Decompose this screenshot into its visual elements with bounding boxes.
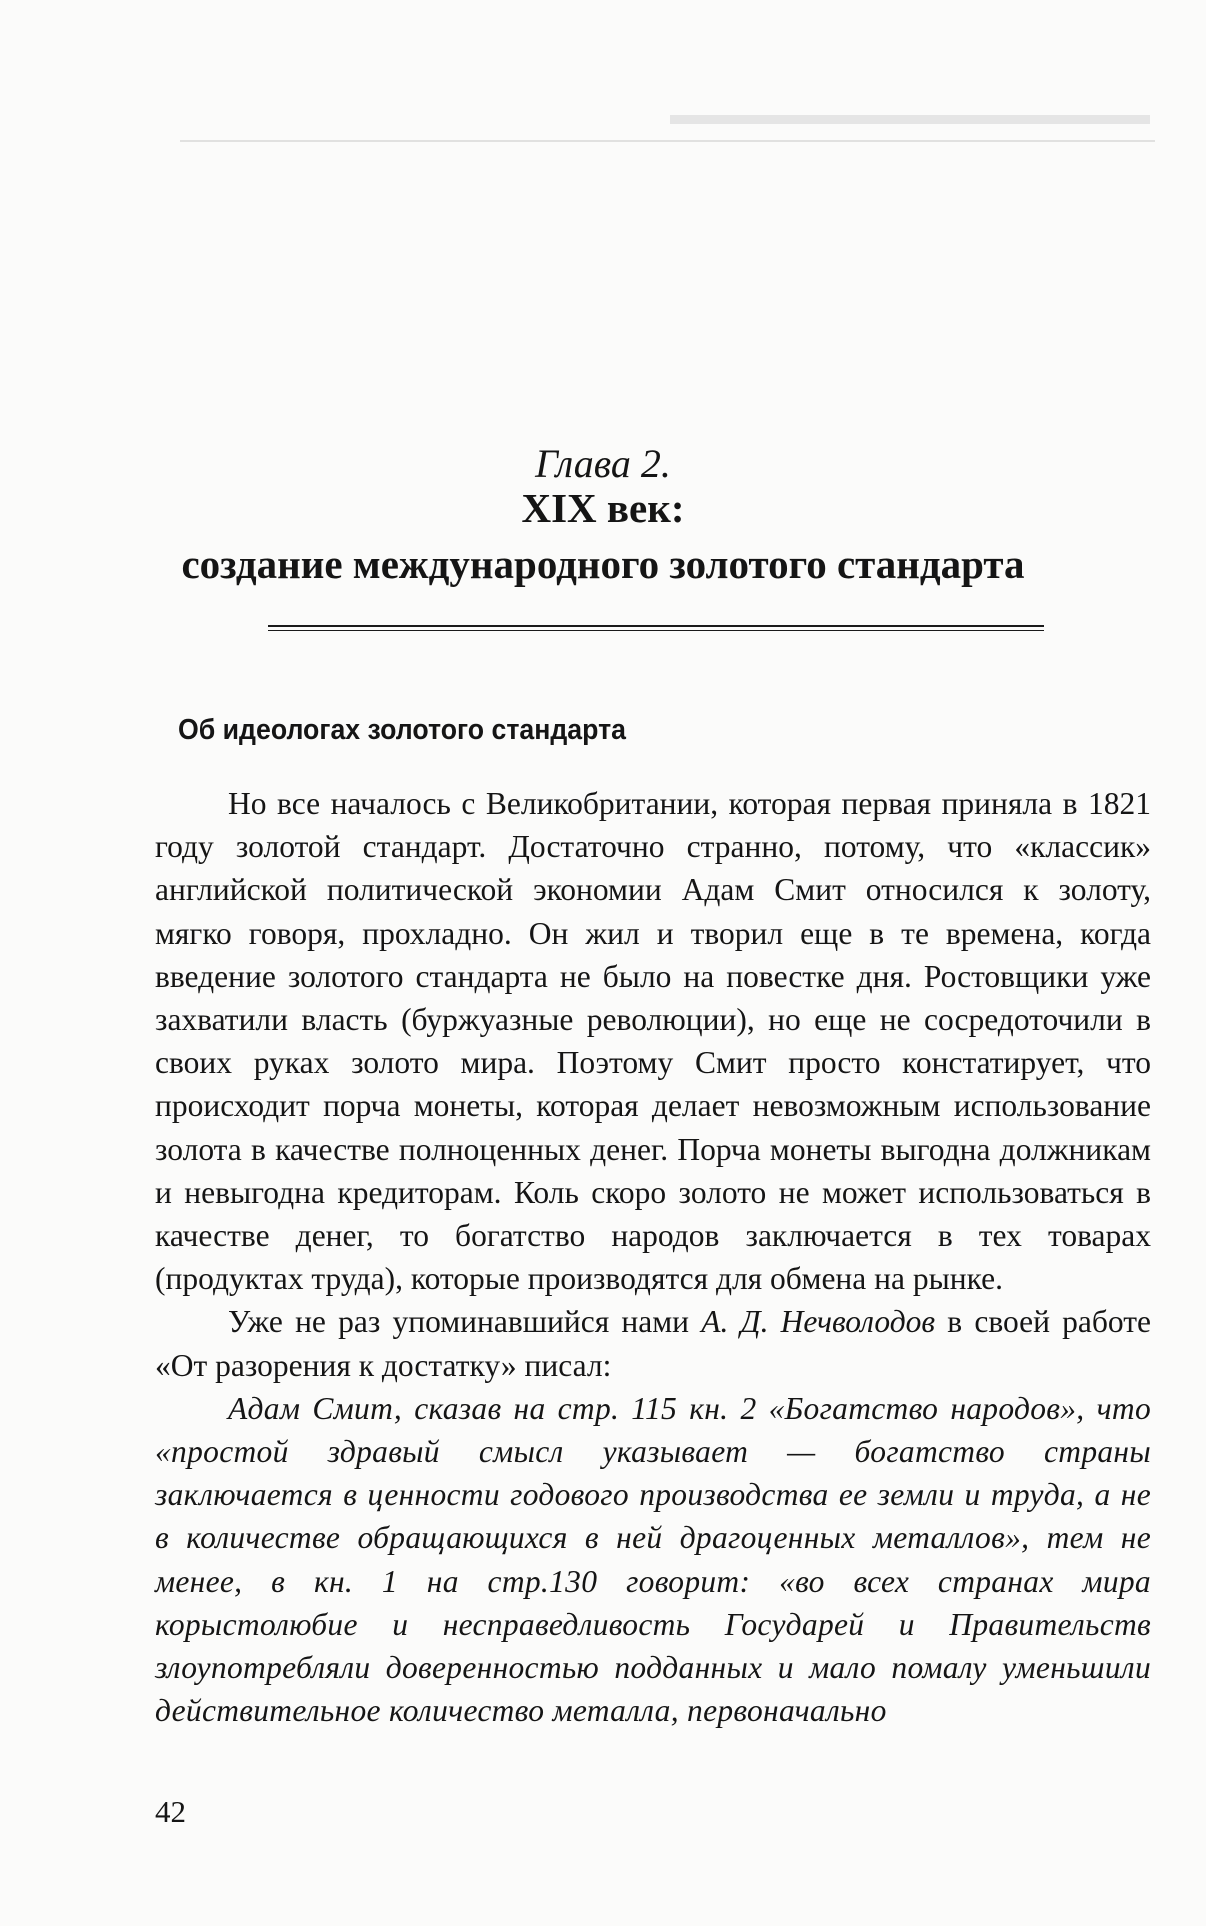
paragraph-2-start: Уже не раз упоминавшийся нами — [228, 1304, 702, 1340]
author-name: А. Д. Нечволодов — [701, 1304, 936, 1340]
body-text — [155, 782, 1151, 1732]
chapter-title — [0, 480, 1206, 592]
chapter-title-line-2: создание международного золотого стандарта — [181, 541, 1025, 587]
chapter-rule-thin — [268, 630, 1044, 631]
bleed-through-rule — [180, 140, 1155, 142]
section-heading: Об идеологах золотого стандарта — [178, 714, 626, 746]
chapter-label: Глава 2. — [535, 441, 671, 486]
paragraph-1: Но все началось с Великобритании, которая первая приняла в 1821 году золотой стандарт. Достаточно странно, потому, что «классик» английской политической экономии Адам Смит относился к золоту, мягко говоря, прохладно. Он жил и творил еще в те времена, когда введение золотого стандарта не было на повестке дня. Ростовщики уже захватили власть (буржуазные революции), но еще не сосредоточили в своих руках золото мира. Поэтому Смит просто констатирует, что происходит порча монеты, которая делает невозможным использование золота в качестве полноценных денег. Порча монеты выгодна должникам и невыгодна кредиторам. Коль скоро золото не может использоваться в качестве денег, то богатство народов заключается в тех товарах (продуктах труда), которые производятся для обмена на рынке. — [155, 786, 1151, 1297]
paragraph-2-end: в своей работе «От разорения к достатку» писал: — [155, 1304, 1151, 1383]
quote-paragraph: Адам Смит, сказав на стр. 115 кн. 2 «Богатство народов», что «простой здравый смысл указывает — богатство страны заключается в ценности годового производства ее земли и труда, а не в количестве обращающихся в ней драгоценных металлов», тем не менее, в кн. 1 на стр.130 говорит: «во всех странах мира корыстолюбие и несправедливость Государей и Правительств злоупотребляли доверенностью подданных и мало помалу уменьшили действительное количество металла, первоначально — [155, 1390, 1151, 1729]
chapter-title-line-1: XIX век: — [521, 485, 685, 531]
page-number: 42 — [155, 1794, 186, 1829]
chapter-rule-thick — [268, 625, 1044, 627]
paragraph-2 — [155, 1300, 1151, 1386]
bleed-through-texture: ▬▬▬▬▬▬▬▬▬▬▬▬▬▬▬▬ — [670, 98, 1150, 131]
